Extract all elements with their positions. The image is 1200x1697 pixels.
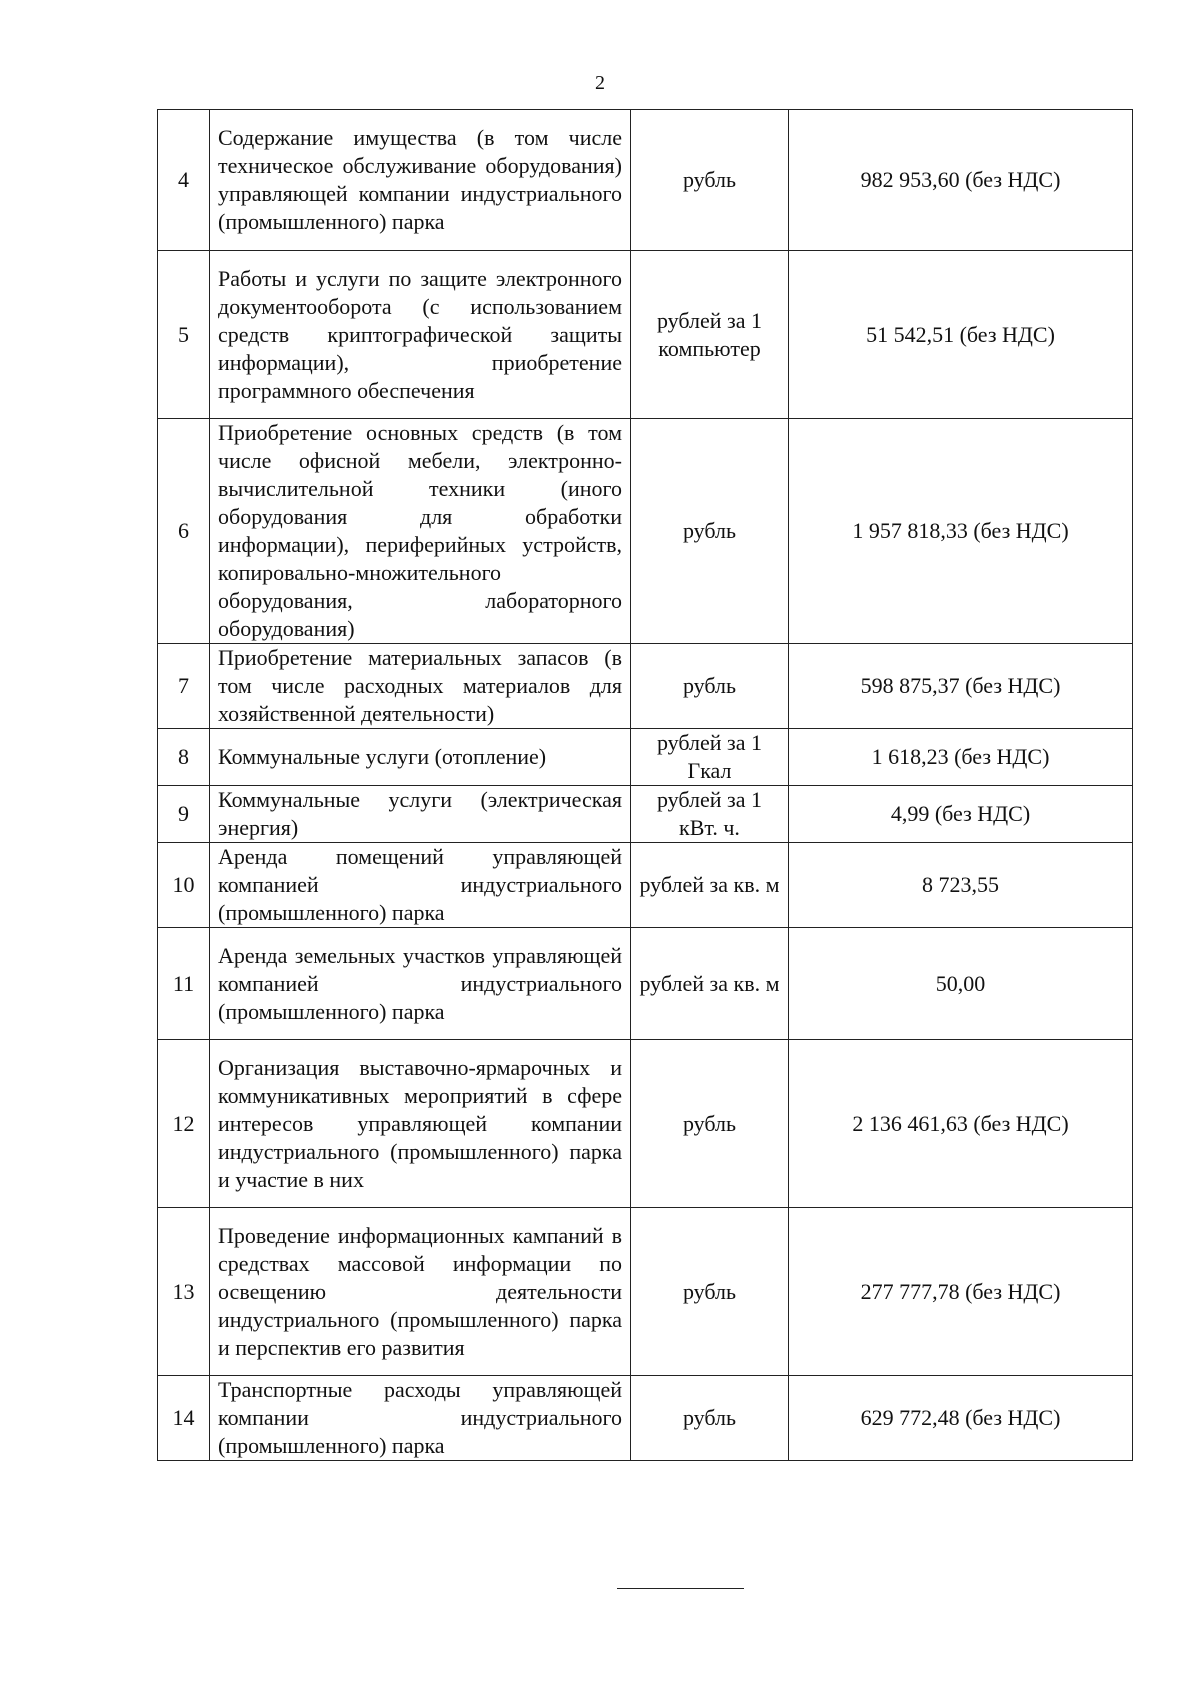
row-number: 12 — [158, 1040, 210, 1208]
table-row — [158, 1376, 1133, 1461]
row-number: 6 — [158, 419, 210, 644]
cost-item-name: Аренда помещений управляющей компанией индустриального (промышленного) парка — [210, 843, 631, 928]
cost-value: 1 957 818,33 (без НДС) — [789, 419, 1133, 644]
unit-of-measure: рубль — [631, 419, 789, 644]
table-row — [158, 729, 1133, 786]
cost-value: 50,00 — [789, 928, 1133, 1040]
row-number: 9 — [158, 786, 210, 843]
table-row — [158, 843, 1133, 928]
cost-value: 277 777,78 (без НДС) — [789, 1208, 1133, 1376]
cost-value: 1 618,23 (без НДС) — [789, 729, 1133, 786]
table-row — [158, 419, 1133, 644]
table-row — [158, 644, 1133, 729]
cost-item-name: Содержание имущества (в том числе техническое обслуживание оборудования) управляющей компании индустриального (промышленного) парка — [210, 110, 631, 251]
row-number: 4 — [158, 110, 210, 251]
unit-of-measure: рубль — [631, 1208, 789, 1376]
cost-value: 51 542,51 (без НДС) — [789, 251, 1133, 419]
cost-item-name: Аренда земельных участков управляющей компанией индустриального (промышленного) парка — [210, 928, 631, 1040]
row-number: 13 — [158, 1208, 210, 1376]
table-row — [158, 251, 1133, 419]
cost-item-name: Организация выставочно-ярмарочных и коммуникативных мероприятий в сфере интересов управляющей компании индустриального (промышленного) парка и участие в них — [210, 1040, 631, 1208]
cost-item-name: Транспортные расходы управляющей компании индустриального (промышленного) парка — [210, 1376, 631, 1461]
unit-of-measure: рублей за кв. м — [631, 928, 789, 1040]
row-number: 14 — [158, 1376, 210, 1461]
unit-of-measure: рубль — [631, 644, 789, 729]
cost-item-name: Работы и услуги по защите электронного документооборота (с использованием средств криптографической защиты информации), приобретение программного обеспечения — [210, 251, 631, 419]
unit-of-measure: рублей за 1 кВт. ч. — [631, 786, 789, 843]
end-of-document-rule — [617, 1588, 744, 1589]
table-row — [158, 928, 1133, 1040]
cost-item-name: Приобретение материальных запасов (в том числе расходных материалов для хозяйственной деятельности) — [210, 644, 631, 729]
page-number: 2 — [595, 72, 605, 94]
row-number: 10 — [158, 843, 210, 928]
table-row — [158, 110, 1133, 251]
row-number: 7 — [158, 644, 210, 729]
table-row — [158, 1208, 1133, 1376]
cost-value: 982 953,60 (без НДС) — [789, 110, 1133, 251]
cost-value: 598 875,37 (без НДС) — [789, 644, 1133, 729]
cost-item-name: Коммунальные услуги (электрическая энергия) — [210, 786, 631, 843]
unit-of-measure: рублей за кв. м — [631, 843, 789, 928]
cost-value: 2 136 461,63 (без НДС) — [789, 1040, 1133, 1208]
cost-item-name: Приобретение основных средств (в том числе офисной мебели, электронно-вычислительной техники (иного оборудования для обработки информации), периферийных устройств, копировально-множительного оборудования, лабораторного оборудования) — [210, 419, 631, 644]
unit-of-measure: рублей за 1 Гкал — [631, 729, 789, 786]
table-row — [158, 786, 1133, 843]
cost-value: 629 772,48 (без НДС) — [789, 1376, 1133, 1461]
row-number: 8 — [158, 729, 210, 786]
cost-value: 4,99 (без НДС) — [789, 786, 1133, 843]
cost-value: 8 723,55 — [789, 843, 1133, 928]
table-row — [158, 1040, 1133, 1208]
cost-item-name: Коммунальные услуги (отопление) — [210, 729, 631, 786]
unit-of-measure: рубль — [631, 110, 789, 251]
row-number: 11 — [158, 928, 210, 1040]
unit-of-measure: рубль — [631, 1376, 789, 1461]
cost-item-name: Проведение информационных кампаний в средствах массовой информации по освещению деятельности индустриального (промышленного) парка и перспектив его развития — [210, 1208, 631, 1376]
unit-of-measure: рубль — [631, 1040, 789, 1208]
unit-of-measure: рублей за 1 компьютер — [631, 251, 789, 419]
row-number: 5 — [158, 251, 210, 419]
cost-table — [157, 109, 1133, 1461]
